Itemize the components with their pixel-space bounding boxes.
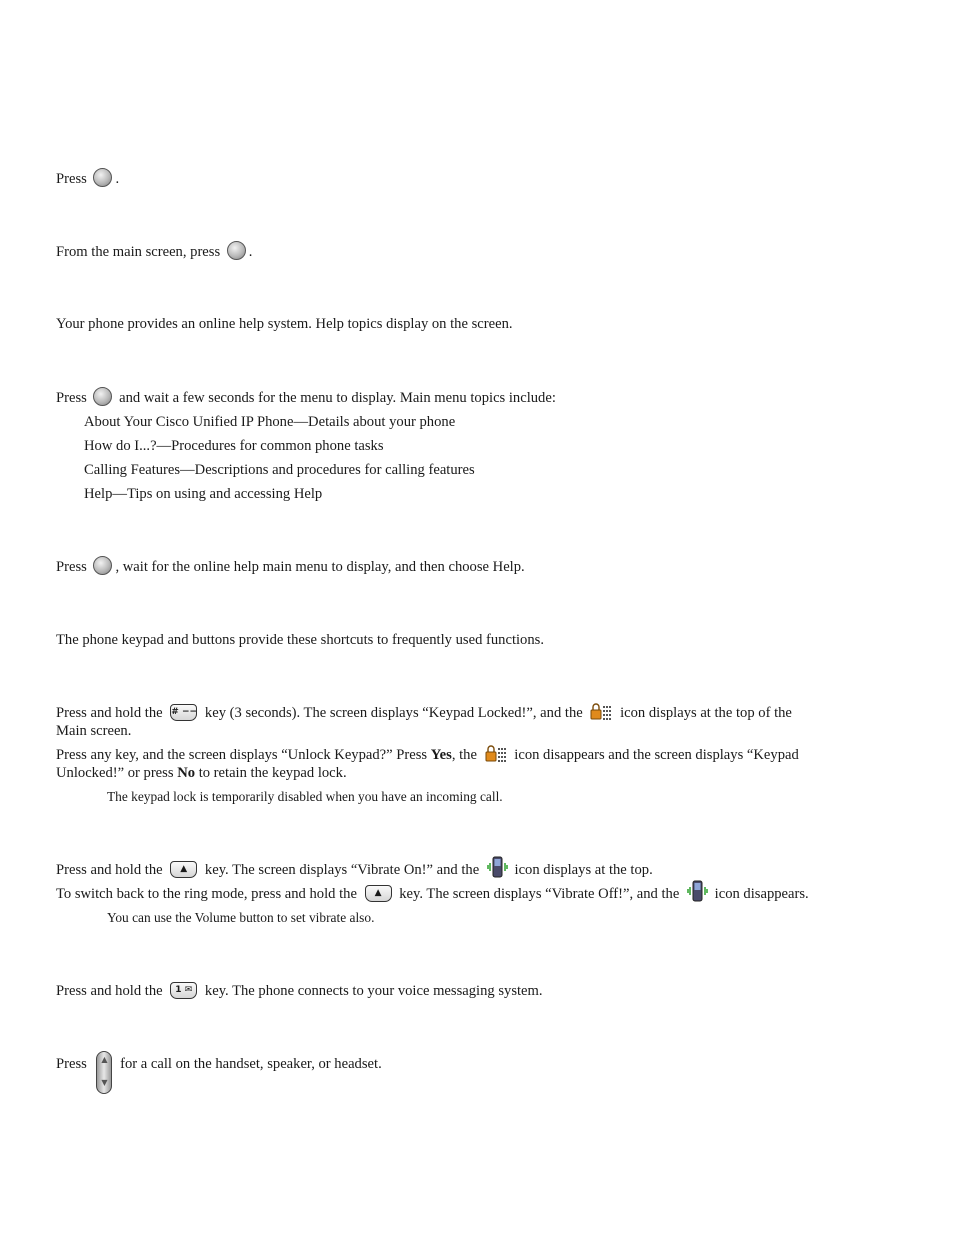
- keypad-lock-icon: [485, 745, 507, 763]
- menu-topic-item: About Your Cisco Unified IP Phone—Details about your phone: [84, 414, 456, 430]
- key-symbol: ▲: [374, 887, 382, 898]
- pound-key-icon: [170, 704, 197, 721]
- volume-down-arrow: ▼: [101, 1078, 108, 1087]
- text: to retain the keypad lock.: [198, 765, 347, 781]
- text: , the: [451, 747, 477, 763]
- vibrate-note: You can use the Volume button to set vibrate also.: [107, 910, 375, 925]
- text: , wait for the online help main menu to display, and then choose Help.: [115, 559, 525, 575]
- keypad-lock-line-2: [56, 746, 799, 764]
- main-screen-line: [56, 243, 252, 261]
- keypad-lock-line-2-cont: [56, 764, 347, 782]
- vibrate-mode-icon: [685, 879, 709, 903]
- round-phone-button-icon: [227, 241, 246, 260]
- no-label: No: [177, 765, 196, 781]
- vibrate-line-2: [56, 885, 809, 903]
- vibrate-mode-icon: [485, 855, 509, 879]
- text: Press: [56, 1056, 87, 1072]
- text: .: [115, 171, 120, 187]
- volume-up-arrow: ▲: [101, 1055, 108, 1064]
- keypad-lock-line-1-cont: Main screen.: [56, 723, 132, 739]
- text: Press: [56, 171, 87, 187]
- keypad-lock-line-1: [56, 704, 792, 722]
- text: Press and hold the: [56, 983, 163, 999]
- text: Press and hold the: [56, 862, 163, 878]
- text: key. The phone connects to your voice messaging system.: [204, 983, 543, 999]
- text: icon disappears and the screen displays “Keypad: [514, 747, 799, 763]
- text: From the main screen, press: [56, 244, 221, 260]
- key-symbol: 1 ✉: [175, 984, 193, 995]
- vibrate-key-icon: [170, 861, 197, 878]
- online-help-intro: Your phone provides an online help system. Help topics display on the screen.: [56, 316, 513, 332]
- text: Press: [56, 390, 87, 406]
- key-symbol: ▲: [180, 863, 188, 874]
- voicemail-line: [56, 982, 543, 1000]
- yes-label: Yes: [430, 747, 452, 763]
- press-help-line: [56, 170, 119, 188]
- vibrate-key-icon: [365, 885, 392, 902]
- text: key. The screen displays “Vibrate On!” and the: [204, 862, 480, 878]
- text: and wait a few seconds for the menu to display. Main menu topics include:: [119, 390, 556, 406]
- text: Press any key, and the screen displays “Unlock Keypad?” Press: [56, 747, 428, 763]
- menu-topic-item: Help—Tips on using and accessing Help: [84, 486, 323, 502]
- keypad-lock-note: The keypad lock is temporarily disabled when you have an incoming call.: [107, 789, 503, 804]
- volume-button-icon: [96, 1051, 112, 1094]
- round-phone-button-icon: [93, 387, 112, 406]
- text: Press: [56, 559, 87, 575]
- text: key. The screen displays “Vibrate Off!”, and the: [399, 886, 680, 902]
- text: To switch back to the ring mode, press and hold the: [56, 886, 357, 902]
- keypad-lock-icon: [590, 703, 612, 721]
- text: icon disappears.: [714, 886, 809, 902]
- menu-topic-item: How do I...?—Procedures for common phone tasks: [84, 438, 384, 454]
- text: Press and hold the: [56, 705, 163, 721]
- text: icon displays at the top of the: [620, 705, 792, 721]
- key-symbol: # −−: [171, 706, 198, 717]
- text: icon displays at the top.: [514, 862, 653, 878]
- help-on-help-line: [56, 558, 525, 576]
- round-phone-button-icon: [93, 168, 112, 187]
- shortcuts-intro: The phone keypad and buttons provide these shortcuts to frequently used functions.: [56, 632, 544, 648]
- volume-line: [56, 1055, 382, 1094]
- text: for a call on the handset, speaker, or headset.: [120, 1056, 382, 1072]
- vibrate-line-1: [56, 861, 653, 879]
- message-key-icon: [170, 982, 197, 999]
- text: Unlocked!” or press: [56, 765, 174, 781]
- round-phone-button-icon: [93, 556, 112, 575]
- main-menu-line: [56, 389, 556, 407]
- menu-topic-item: Calling Features—Descriptions and procedures for calling features: [84, 462, 475, 478]
- text: key (3 seconds). The screen displays “Keypad Locked!”, and the: [204, 705, 583, 721]
- text: .: [248, 244, 253, 260]
